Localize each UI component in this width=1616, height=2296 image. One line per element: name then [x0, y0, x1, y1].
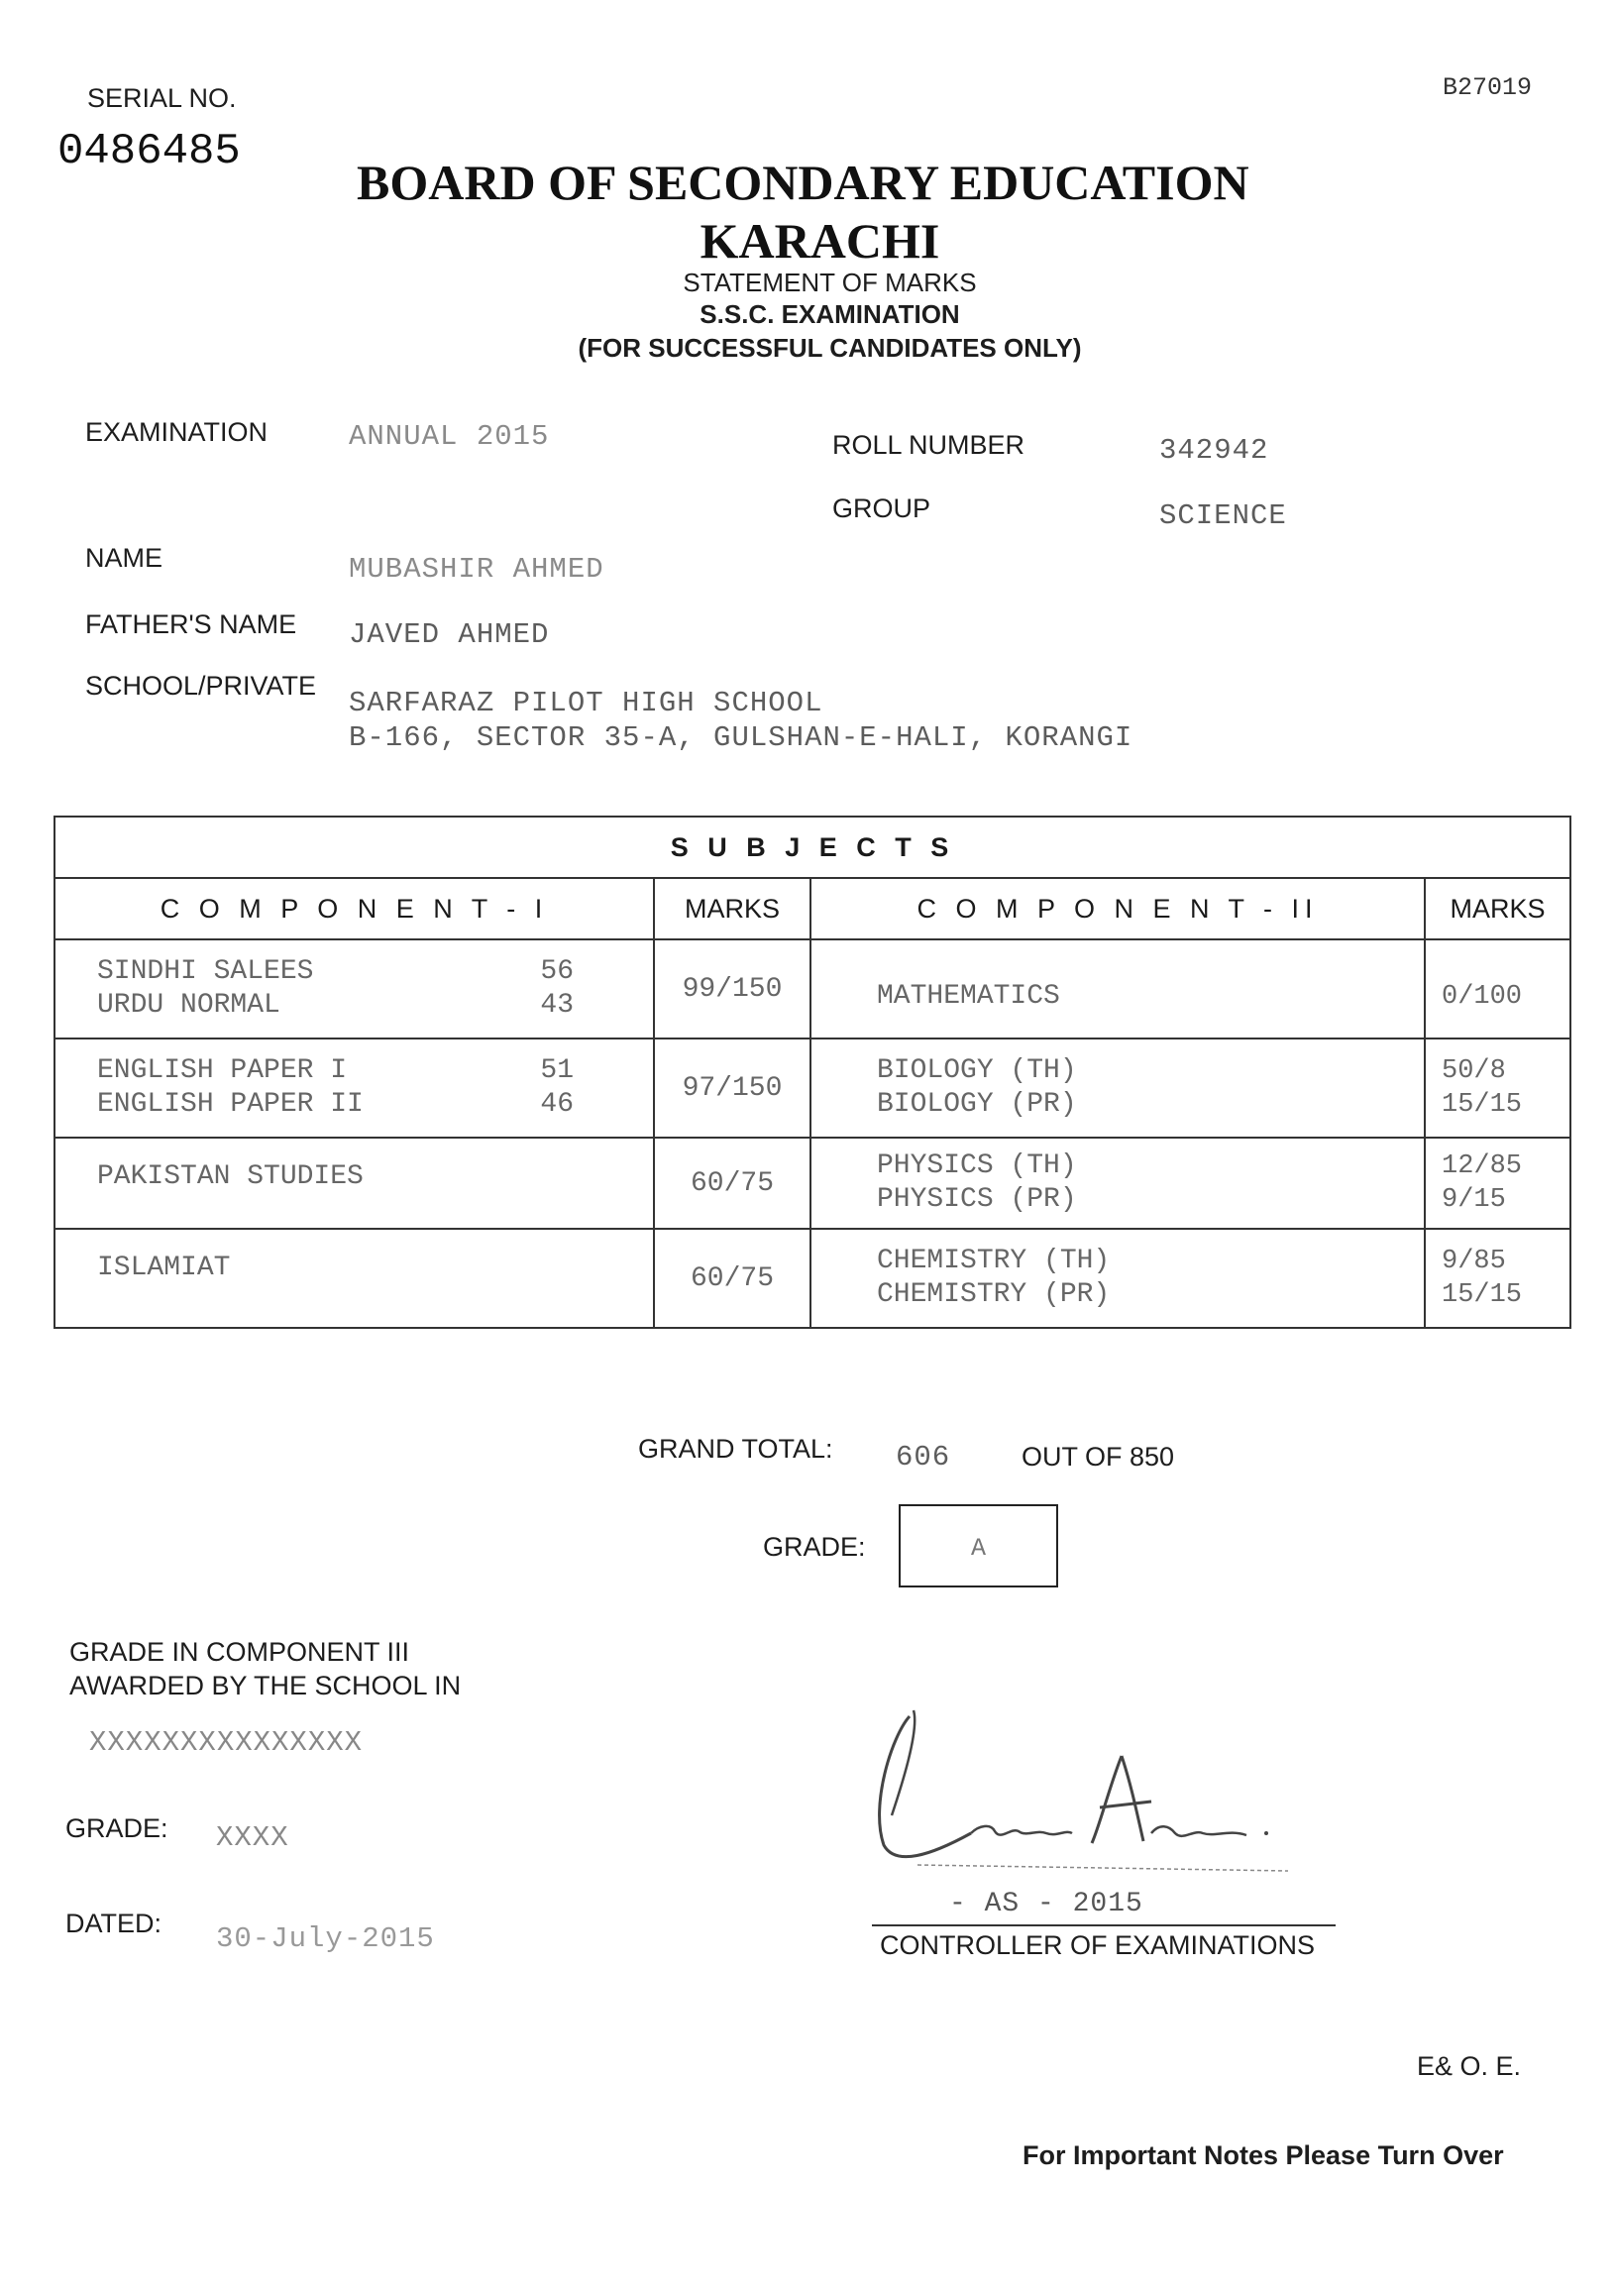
subject-name: BIOLOGY (TH) — [877, 1055, 1077, 1086]
subject-name: CHEMISTRY (TH) — [877, 1246, 1111, 1276]
grade-value: A — [970, 1534, 986, 1563]
subject-name: BIOLOGY (PR) — [877, 1089, 1077, 1120]
out-of-total: OUT OF 850 — [1022, 1442, 1175, 1472]
subjects-heading: S U B J E C T S — [54, 817, 1570, 878]
marks-header-1: MARKS — [654, 878, 810, 939]
serial-number: 0486485 — [57, 127, 241, 176]
turn-over-note: For Important Notes Please Turn Over — [1023, 2140, 1504, 2170]
group-label: GROUP — [832, 493, 931, 523]
signature-underline — [872, 1924, 1336, 1926]
component-3-grade-label: GRADE: — [65, 1813, 168, 1843]
subject-name: PHYSICS (TH) — [877, 1150, 1077, 1181]
grand-total-value: 606 — [896, 1441, 951, 1474]
component-1-total: 99/150 — [654, 939, 810, 1039]
exam-type-heading: S.S.C. EXAMINATION — [700, 299, 960, 329]
component-2-marks — [1425, 1039, 1570, 1138]
subject-marks: 56 — [540, 956, 574, 987]
board-title: BOARD OF SECONDARY EDUCATION — [357, 155, 1249, 210]
component-3-value: XXXXXXXXXXXXXXX — [89, 1726, 364, 1759]
errors-omissions-note: E& O. E. — [1417, 2051, 1522, 2081]
subject-name: ENGLISH PAPER II — [97, 1089, 364, 1120]
component-2-subjects — [810, 1138, 1425, 1229]
subject-marks: 15/15 — [1442, 1090, 1523, 1120]
statement-heading: STATEMENT OF MARKS — [683, 268, 977, 297]
grade-box — [899, 1504, 1058, 1587]
subject-marks: 43 — [540, 990, 574, 1021]
component-1-total: 60/75 — [654, 1229, 810, 1328]
component-2-subjects — [810, 939, 1425, 1039]
subject-marks: 0/100 — [1442, 982, 1523, 1012]
subject-name: PHYSICS (PR) — [877, 1184, 1077, 1215]
roll-number-label: ROLL NUMBER — [832, 430, 1025, 460]
grand-total-label: GRAND TOTAL: — [638, 1434, 833, 1464]
component-2-marks — [1425, 1229, 1570, 1328]
component-2-subjects — [810, 1229, 1425, 1328]
component-1-subjects — [54, 1229, 654, 1328]
serial-label: SERIAL NO. — [87, 83, 237, 113]
roll-number-value: 342942 — [1159, 434, 1269, 467]
component-2-subjects — [810, 1039, 1425, 1138]
component-1-subjects — [54, 1039, 654, 1138]
table-row — [54, 1138, 1570, 1229]
father-name-value: JAVED AHMED — [349, 618, 550, 651]
subject-marks: 9/85 — [1442, 1247, 1506, 1276]
school-address: B-166, SECTOR 35-A, GULSHAN-E-HALI, KORANGI — [349, 721, 1133, 754]
signature-stamp: - AS - 2015 — [949, 1889, 1143, 1919]
subject-marks: 9/15 — [1442, 1185, 1506, 1215]
school-label: SCHOOL/PRIVATE — [85, 671, 317, 701]
subjects-table — [54, 816, 1571, 1329]
examination-label: EXAMINATION — [85, 417, 269, 447]
table-row — [54, 939, 1570, 1039]
component-1-subjects — [54, 939, 654, 1039]
subject-name: ISLAMIAT — [97, 1253, 231, 1283]
subject-marks: 46 — [540, 1089, 574, 1120]
table-row — [54, 1229, 1570, 1328]
component-1-header: C O M P O N E N T - I — [54, 878, 654, 939]
subject-marks: 51 — [540, 1055, 574, 1086]
school-name: SARFARAZ PILOT HIGH SCHOOL — [349, 687, 823, 719]
component-2-marks — [1425, 1138, 1570, 1229]
dated-value: 30-July-2015 — [216, 1922, 435, 1955]
subject-name: ENGLISH PAPER I — [97, 1055, 348, 1086]
subject-name: URDU NORMAL — [97, 990, 280, 1021]
dated-label: DATED: — [65, 1909, 162, 1938]
table-row — [54, 1039, 1570, 1138]
subject-marks: 12/85 — [1442, 1151, 1523, 1181]
component-3-heading-line1: GRADE IN COMPONENT III — [69, 1637, 410, 1667]
component-1-total: 97/150 — [654, 1039, 810, 1138]
controller-signature — [862, 1696, 1318, 1885]
component-2-marks — [1425, 939, 1570, 1039]
reference-code: B27019 — [1443, 73, 1533, 102]
subject-marks: 50/8 — [1442, 1056, 1506, 1086]
component-2-header: C O M P O N E N T - II — [810, 878, 1425, 939]
component-1-total: 60/75 — [654, 1138, 810, 1229]
city-title: KARACHI — [700, 213, 940, 269]
name-label: NAME — [85, 543, 163, 573]
examination-value: ANNUAL 2015 — [349, 420, 550, 453]
marks-header-2: MARKS — [1425, 878, 1570, 939]
name-value: MUBASHIR AHMED — [349, 553, 604, 586]
component-3-grade-value: XXXX — [216, 1821, 289, 1854]
grade-label: GRADE: — [763, 1532, 866, 1562]
subject-name: SINDHI SALEES — [97, 956, 314, 987]
eligibility-note: (FOR SUCCESSFUL CANDIDATES ONLY) — [578, 333, 1082, 363]
component-3-heading-line2: AWARDED BY THE SCHOOL IN — [69, 1671, 462, 1700]
component-1-subjects — [54, 1138, 654, 1229]
subject-marks: 15/15 — [1442, 1280, 1523, 1310]
subject-name: CHEMISTRY (PR) — [877, 1279, 1111, 1310]
subject-name: PAKISTAN STUDIES — [97, 1161, 364, 1192]
father-name-label: FATHER'S NAME — [85, 609, 297, 639]
controller-title: CONTROLLER OF EXAMINATIONS — [880, 1930, 1316, 1960]
group-value: SCIENCE — [1159, 499, 1287, 532]
subject-name: MATHEMATICS — [877, 981, 1060, 1012]
